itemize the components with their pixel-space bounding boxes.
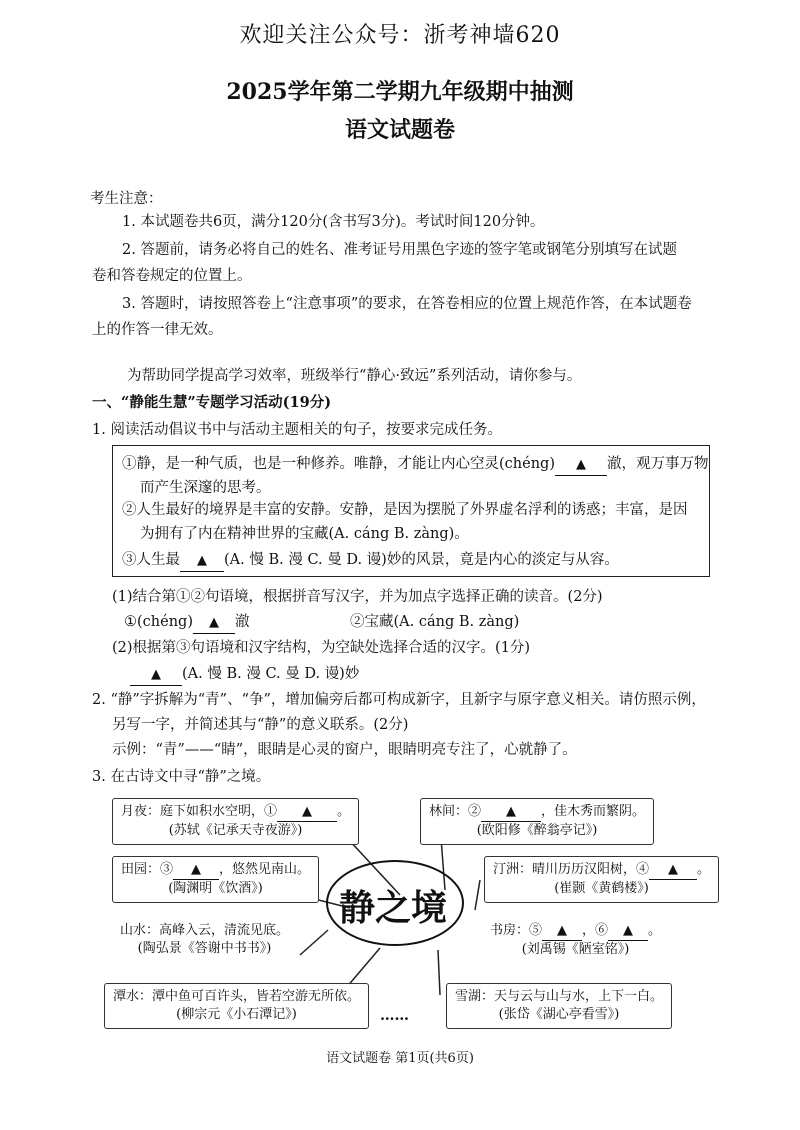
q1-sub-1: (1)结合第①②句语境，根据拼音写汉字，并为加点字选择正确的读音。(2分) <box>112 589 603 605</box>
poem-box-yueye: 月夜：庭下如积水空明，① ▲ 。 (苏轼《记承天寺夜游》) <box>112 798 359 845</box>
q2-example: 示例：“青”——“睛”，眼睛是心灵的窗户，眼睛明亮专注了，心就静了。 <box>112 742 577 758</box>
poem-box-linjian: 林间：② ▲ ，佳木秀而繁阴。 (欧阳修《醉翁亭记》) <box>420 798 654 845</box>
poem-box-tianyuan: 田园：③ ▲ ，悠然见南山。 (陶渊明《饮酒》) <box>112 856 319 903</box>
blank-answer: ▲ <box>130 664 182 686</box>
poem-box-xuehu: 雪湖：天与云与山与水，上下一白。 (张岱《湖心亭看雪》) <box>446 983 672 1029</box>
q1-sub-1-b: ②宝藏(A. cáng B. zàng) <box>350 614 520 630</box>
blank-answer: ▲ <box>193 612 235 634</box>
q1-sub-2-options: ▲ (A. 慢 B. 漫 C. 曼 D. 谩)妙 <box>130 664 359 686</box>
blank-answer: ▲ <box>277 803 337 822</box>
q2-line-2: 另写一字，并简述其与“静”的意义联系。(2分) <box>112 717 409 733</box>
q1-box-line-1: ①静，是一种气质，也是一种修养。唯静，才能让内心空灵(chéng) ▲ 澈，观万事万物 <box>122 454 708 476</box>
q1-box-line-4: 为拥有了内在精神世界的宝藏(A. cáng B. zàng)。 <box>140 526 469 542</box>
poem-box-tingzhou: 汀洲：晴川历历汉阳树，④ ▲ 。 (崔颢《黄鹤楼》) <box>484 856 719 903</box>
poem-box-shufang: 书房：⑤ ▲ ，⑥ ▲ 。 (刘禹锡《陋室铭》) <box>482 918 669 963</box>
blank-answer: ▲ <box>608 922 648 941</box>
q2-line-1: 2. “静”字拆解为“青”、“争”，增加偏旁后都可构成新字，且新字与原字意义相关。请仿照示例， <box>92 692 706 708</box>
blank-answer: ▲ <box>542 922 582 941</box>
blank-answer: ▲ <box>555 454 607 476</box>
wechat-banner: 欢迎关注公众号：浙考神墙620 <box>239 23 561 48</box>
notice-item-3a: 3. 答题时，请按照答卷上“注意事项”的要求，在答卷相应的位置上规范作答，在本试题卷 <box>122 296 692 312</box>
notice-item-2b: 卷和答卷规定的位置上。 <box>92 268 252 284</box>
connector-line <box>438 950 440 995</box>
connector-line <box>475 880 480 910</box>
center-title: 静之境 <box>338 887 447 929</box>
blank-answer: ▲ <box>180 550 224 572</box>
notice-heading: 考生注意： <box>90 191 163 207</box>
notice-item-2a: 2. 答题前，请务必将自己的姓名、准考证号用黑色字迹的签字笔或钢笔分别填写在试题 <box>122 242 677 258</box>
mindmap-ellipsis: …… <box>380 1007 409 1024</box>
q1-box-line-5: ③人生最 ▲ (A. 慢 B. 漫 C. 曼 D. 谩)妙的风景，竟是内心的淡定与从容。 <box>122 550 619 572</box>
q1-box-line-3: ②人生最好的境界是丰富的安静。安静，是因为摆脱了外界虚名浮利的诱惑；丰富，是因 <box>122 502 688 518</box>
notice-item-1: 1. 本试题卷共6页，满分120分(含书写3分)。考试时间120分钟。 <box>122 214 545 230</box>
poem-box-shanshui: 山水：高峰入云，清流见底。 (陶弘景《答谢中书书》) <box>112 918 297 962</box>
q1-sub-1-a: ①(chéng) ▲ 澈 <box>124 612 249 634</box>
section-1-heading: 一、“静能生慧”专题学习活动(19分) <box>92 394 332 411</box>
notice-item-3b: 上的作答一律无效。 <box>92 322 223 338</box>
blank-answer: ▲ <box>649 861 697 880</box>
exam-subtitle: 语文试题卷 <box>344 117 455 143</box>
page-footer: 语文试题卷 第1页(共6页) <box>326 1051 474 1066</box>
connector-line <box>300 930 328 955</box>
blank-answer: ▲ <box>481 803 541 822</box>
q1-box-line-2: 而产生深邃的思考。 <box>140 480 271 496</box>
q3-stem: 3. 在古诗文中寻“静”之境。 <box>92 769 271 785</box>
blank-answer: ▲ <box>173 861 219 880</box>
q1-stem: 1. 阅读活动倡议书中与活动主题相关的句子，按要求完成任务。 <box>92 422 502 438</box>
q1-sub-2: (2)根据第③句语境和汉字结构，为空缺处选择合适的汉字。(1分) <box>112 640 531 656</box>
poem-box-tanshui: 潭水：潭中鱼可百许头，皆若空游无所依。 (柳宗元《小石潭记》) <box>104 983 369 1029</box>
exam-title: 2025学年第二学期九年级期中抽测 <box>226 79 574 105</box>
activity-intro: 为帮助同学提高学习效率，班级举行“静心·致远”系列活动，请你参与。 <box>127 368 582 384</box>
